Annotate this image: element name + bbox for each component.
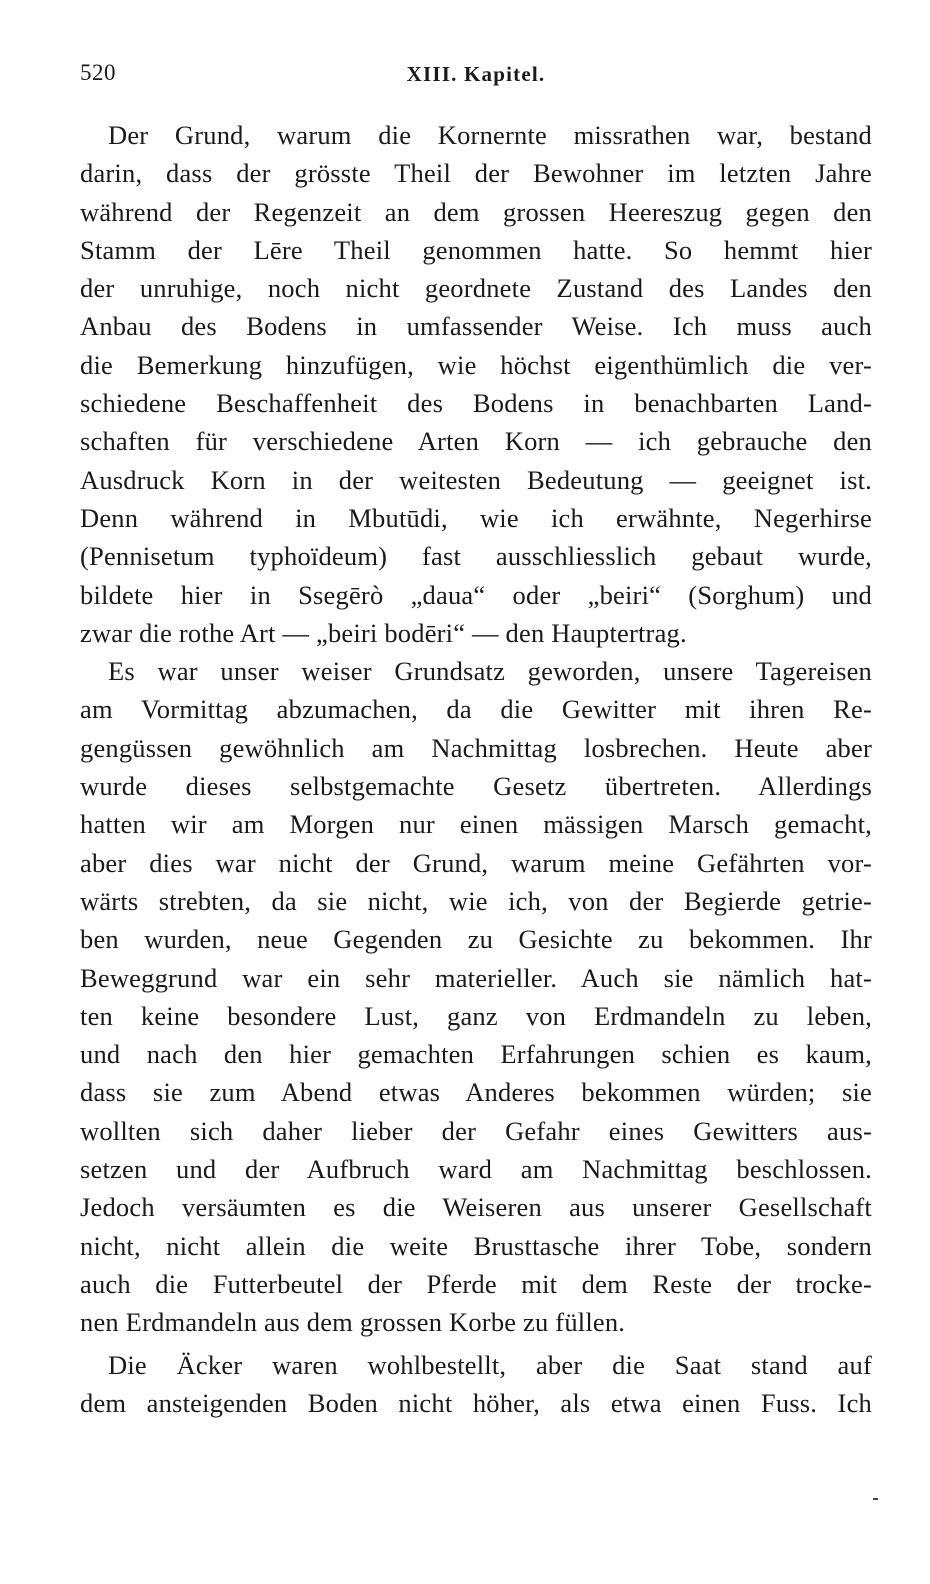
- paragraph-1: [80, 116, 872, 652]
- body-text: [80, 116, 872, 1422]
- text-line: schaften für verschiedene Arten Korn — ich gebrauche den: [80, 426, 872, 457]
- page-number: 520: [80, 60, 116, 85]
- text-line: Stamm der Lēre Theil genommen hatte. So hemmt hier: [80, 234, 872, 265]
- text-line: Ausdruck Korn in der weitesten Bedeutung — geeignet ist.: [80, 464, 872, 495]
- text-line: die Bemerkung hinzufügen, wie höchst eigenthümlich die ver-: [80, 349, 872, 380]
- text-line: Der Grund, warum die Kornernte missrathen war, bestand: [108, 120, 872, 150]
- text-line: hatten wir am Morgen nur einen mässigen Marsch gemacht,: [80, 809, 872, 840]
- text-line: wurde dieses selbstgemachte Gesetz übertreten. Allerdings: [80, 771, 872, 802]
- text-line: nicht, nicht allein die weite Brusttasche ihrer Tobe, sondern: [80, 1230, 872, 1261]
- paragraph-3: [80, 1346, 872, 1423]
- text-line: auch die Futterbeutel der Pferde mit dem Reste der trocke-: [80, 1268, 872, 1299]
- text-line: (Pennisetum typhoïdeum) fast ausschliesslich gebaut wurde,: [80, 541, 872, 572]
- text-line: Jedoch versäumten es die Weiseren aus unserer Gesellschaft: [80, 1192, 872, 1223]
- text-line: nen Erdmandeln aus dem grossen Korbe zu füllen.: [80, 1307, 626, 1338]
- text-line: dem ansteigenden Boden nicht höher, als etwa einen Fuss. Ich: [80, 1387, 872, 1418]
- text-line: ten keine besondere Lust, ganz von Erdmandeln zu leben,: [80, 1000, 872, 1031]
- text-line: aber dies war nicht der Grund, warum meine Gefährten vor-: [80, 847, 872, 878]
- text-line: wollten sich daher lieber der Gefahr eines Gewitters aus-: [80, 1115, 872, 1146]
- text-line: gengüssen gewöhnlich am Nachmittag losbrechen. Heute aber: [80, 732, 872, 763]
- text-line: Die Äcker waren wohlbestellt, aber die Saat stand auf: [108, 1349, 872, 1380]
- text-line: und nach den hier gemachten Erfahrungen schien es kaum,: [80, 1039, 872, 1070]
- text-line: bildete hier in Ssegērò „daua“ oder „beiri“ (Sorghum) und: [80, 579, 872, 610]
- text-line: Beweggrund war ein sehr materieller. Auch sie nämlich hat-: [80, 962, 872, 993]
- page-header: [80, 60, 872, 96]
- text-line: setzen und der Aufbruch ward am Nachmittag beschlossen.: [80, 1154, 872, 1185]
- text-line: der unruhige, noch nicht geordnete Zustand des Landes den: [80, 273, 872, 304]
- text-line: Anbau des Bodens in umfassender Weise. Ich muss auch: [80, 311, 872, 342]
- print-speck: [873, 1498, 878, 1500]
- text-line: Es war unser weiser Grundsatz geworden, unsere Tagereisen: [108, 656, 872, 687]
- text-line: ben wurden, neue Gegenden zu Gesichte zu bekommen. Ihr: [80, 924, 872, 955]
- text-line: dass sie zum Abend etwas Anderes bekommen würden; sie: [80, 1077, 872, 1108]
- text-line: darin, dass der grösste Theil der Bewohner im letzten Jahre: [80, 158, 872, 189]
- text-line: wärts strebten, da sie nicht, wie ich, von der Begierde getrie-: [80, 885, 872, 916]
- paragraph-2: [80, 652, 872, 1341]
- running-head: XIII. Kapitel.: [406, 62, 546, 86]
- text-line: während der Regenzeit an dem grossen Heereszug gegen den: [80, 196, 872, 227]
- text-line: zwar die rothe Art — „beiri bodēri“ — den Hauptertrag.: [80, 617, 687, 648]
- text-line: Denn während in Mbutūdi, wie ich erwähnte, Negerhirse: [80, 502, 872, 533]
- text-line: am Vormittag abzumachen, da die Gewitter mit ihren Re-: [80, 694, 872, 725]
- text-line: schiedene Beschaffenheit des Bodens in benachbarten Land-: [80, 388, 872, 419]
